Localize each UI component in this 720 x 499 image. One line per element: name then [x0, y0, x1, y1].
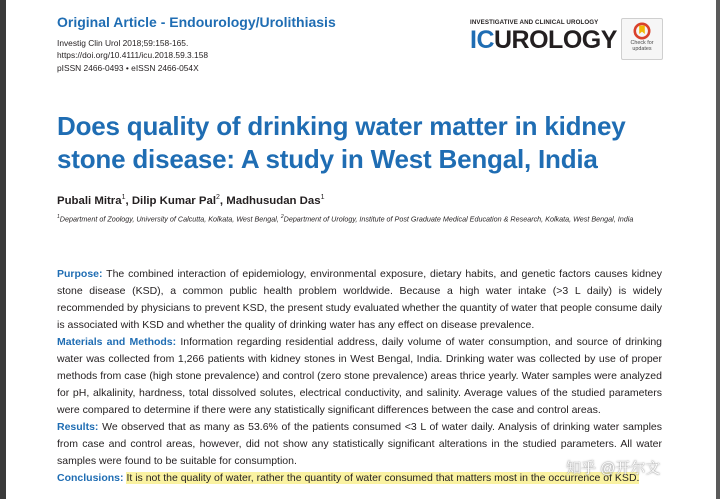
abstract	[57, 266, 662, 487]
author-name: Madhusudan Das	[226, 194, 321, 207]
abstract-methods	[57, 334, 662, 419]
author-affiliation-marker: 2	[216, 194, 220, 201]
check-for-updates-badge[interactable]	[621, 18, 663, 60]
author-separator: ,	[219, 194, 227, 207]
purpose-label: Purpose:	[57, 268, 103, 280]
section-label: Original Article - Endourology/Urolithiasis	[57, 14, 336, 30]
journal-full-name: INVESTIGATIVE AND CLINICAL UROLOGY	[470, 19, 599, 26]
results-label: Results:	[57, 421, 99, 433]
abstract-purpose	[57, 266, 662, 334]
affiliation-text: Department of Urology, Institute of Post Graduate Medical Education & Research, Kolkata, West Bengal, India	[283, 214, 634, 224]
issn: pISSN 2466-0493 • eISSN 2466-054X	[57, 62, 199, 73]
badge-line-1: Check for	[630, 40, 654, 46]
affiliation-marker: 2	[280, 214, 284, 220]
author-name: Dilip Kumar Pal	[131, 194, 216, 207]
article-title: Does quality of drinking water matter in kidney stone disease: A study in West Bengal, India	[57, 111, 626, 174]
badge-line-2: updates	[632, 46, 652, 52]
watermark: 知乎 @开尔文	[566, 460, 661, 477]
author-name: Pubali Mitra	[57, 194, 122, 207]
methods-label: Materials and Methods:	[57, 336, 177, 348]
author-list	[57, 194, 324, 207]
affiliation-marker: 1	[57, 214, 60, 220]
affiliation-text: Department of Zoology, University of Calcutta, Kolkata, West Bengal,	[59, 214, 281, 224]
purpose-text: The combined interaction of epidemiology, environmental exposure, dietary habits, and genetic factors causes kidney stone disease (KSD), a common public health problem worldwide. Because a high water intake (>3 L daily) is widely recommended by physicians to prevent KSD, the present study evaluated whether the quantity of water that people consume daily is associated with KSD and whether the quality of drinking water has any effect on disease prevalence.	[57, 268, 662, 331]
page-left-edge	[0, 0, 6, 499]
author-affiliation-marker: 1	[121, 194, 126, 201]
page-right-edge	[716, 0, 720, 499]
journal-logo	[470, 19, 620, 53]
affiliations	[57, 212, 662, 224]
journal-wordmark	[470, 27, 620, 53]
author-separator: ,	[125, 194, 132, 207]
author-affiliation-marker: 1	[320, 194, 325, 201]
bookmark-ring-icon	[632, 22, 652, 40]
journal-wordmark-ic: IC	[470, 26, 494, 54]
citation: Investig Clin Urol 2018;59:158-165.	[57, 38, 189, 48]
conclusions-highlighted-text: It is not the quality of water, rather the quantity of water consumed that matters most in the occurrence of KSD.	[126, 472, 640, 484]
methods-text: Information regarding residential address, daily volume of water consumption, and source of drinking water was collected from 1,266 patients with kidney stones in West Bengal, India. Drinking water was collected by use of proper methods from case (high stone prevalence) and control (zero stone prevalence) areas thrice yearly. Water samples were analyzed for pH, alkalinity, hardness, total dissolved solutes, electrical conductivity, and salinity. Average values of the studied parameters were compared to determine if there were any statistically significant differences between the case and control areas.	[57, 336, 663, 416]
conclusions-label: Conclusions:	[57, 472, 124, 484]
results-text: We observed that as many as 53.6% of the patients consumed <3 L of water daily. Analysis of drinking water samples from case and control areas, however, did not show any statistically significant alterations in the studied parameters. All water samples were found to be suitable for consumption.	[57, 421, 662, 467]
citation-block	[57, 37, 208, 74]
journal-wordmark-rest: UROLOGY	[494, 26, 617, 54]
doi-link[interactable]: https://doi.org/10.4111/icu.2018.59.3.158	[57, 50, 209, 61]
